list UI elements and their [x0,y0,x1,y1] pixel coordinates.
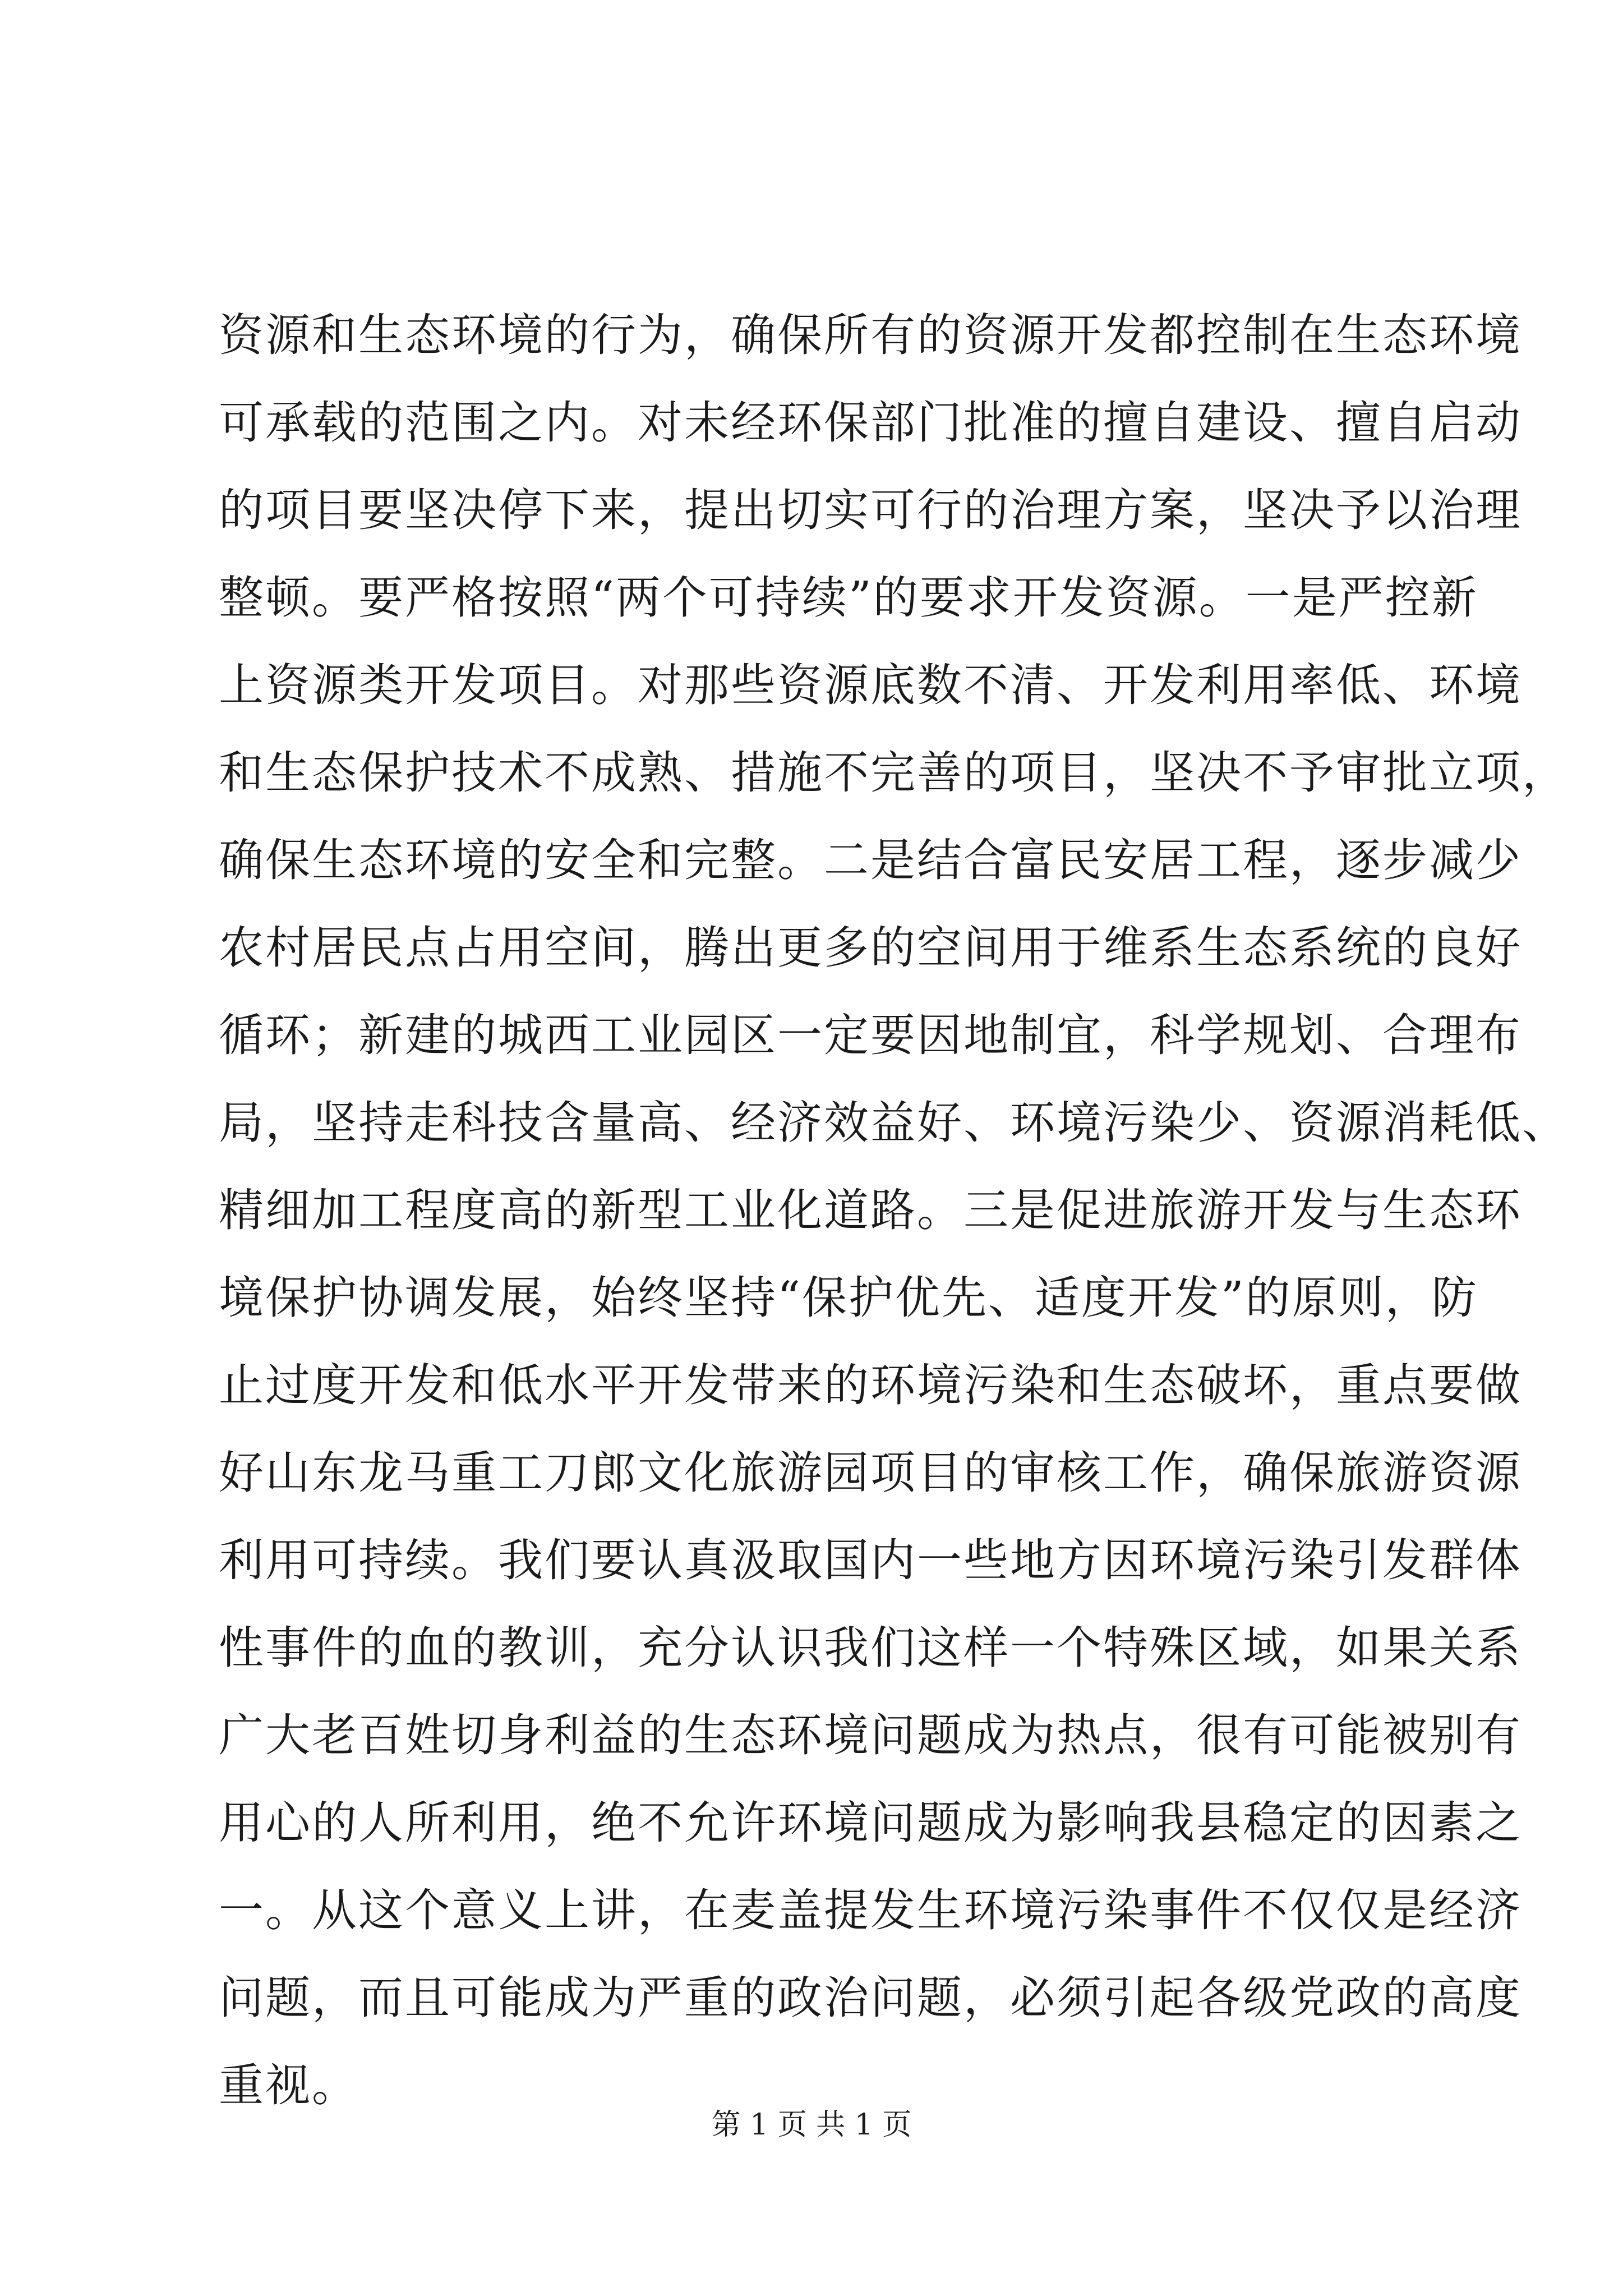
text-line: 循环；新建的城西工业园区一定要因地制宜，科学规划、合理布 [219,1009,1522,1061]
text-line: 的项目要坚决停下来，提出切实可行的治理方案，坚决予以治理 [219,484,1522,536]
text-line: 问题，而且可能成为严重的政治问题，必须引起各级党政的高度 [219,1972,1522,2024]
text-line: 好山东龙马重工刀郎文化旅游园项目的审核工作，确保旅游资源 [219,1447,1522,1499]
text-line: 止过度开发和低水平开发带来的环境污染和生态破坏，重点要做 [219,1359,1522,1411]
text-line: 和生态保护技术不成熟、措施不完善的项目，坚决不予审批立项， [219,747,1569,799]
text-line: 农村居民点占用空间，腾出更多的空间用于维系生态系统的良好 [219,922,1522,974]
text-line: 局，坚持走科技含量高、经济效益好、环境污染少、资源消耗低、 [219,1097,1569,1149]
text-line: 一。从这个意义上讲，在麦盖提发生环境污染事件不仅仅是经济 [219,1884,1522,1936]
text-line: 广大老百姓切身利益的生态环境问题成为热点，很有可能被别有 [219,1709,1522,1761]
page-footer [0,2101,1623,2143]
text-line: 用心的人所利用，绝不允许环境问题成为影响我县稳定的因素之 [219,1797,1522,1849]
text-line: 利用可持续。我们要认真汲取国内一些地方因环境污染引发群体 [219,1534,1522,1586]
body-text [219,292,1569,2129]
text-line: 可承载的范围之内。对未经环保部门批准的擅自建设、擅自启动 [219,397,1522,449]
text-line: 上资源类开发项目。对那些资源底数不清、开发利用率低、环境 [219,659,1522,711]
text-line: 整顿。要严格按照“两个可持续”的要求开发资源。一是严控新 [219,572,1478,624]
page-number: 第 1 页 共 1 页 [711,2108,912,2142]
text-line: 精细加工程度高的新型工业化道路。三是促进旅游开发与生态环 [219,1184,1522,1236]
text-line: 境保护协调发展，始终坚持“保护优先、适度开发”的原则，防 [219,1272,1478,1324]
text-line: 确保生态环境的安全和完整。二是结合富民安居工程，逐步减少 [219,834,1522,886]
text-line: 资源和生态环境的行为，确保所有的资源开发都控制在生态环境 [219,309,1522,361]
text-line: 重视。 [219,2059,358,2111]
text-line: 性事件的血的教训，充分认识我们这样一个特殊区域，如果关系 [219,1622,1522,1674]
